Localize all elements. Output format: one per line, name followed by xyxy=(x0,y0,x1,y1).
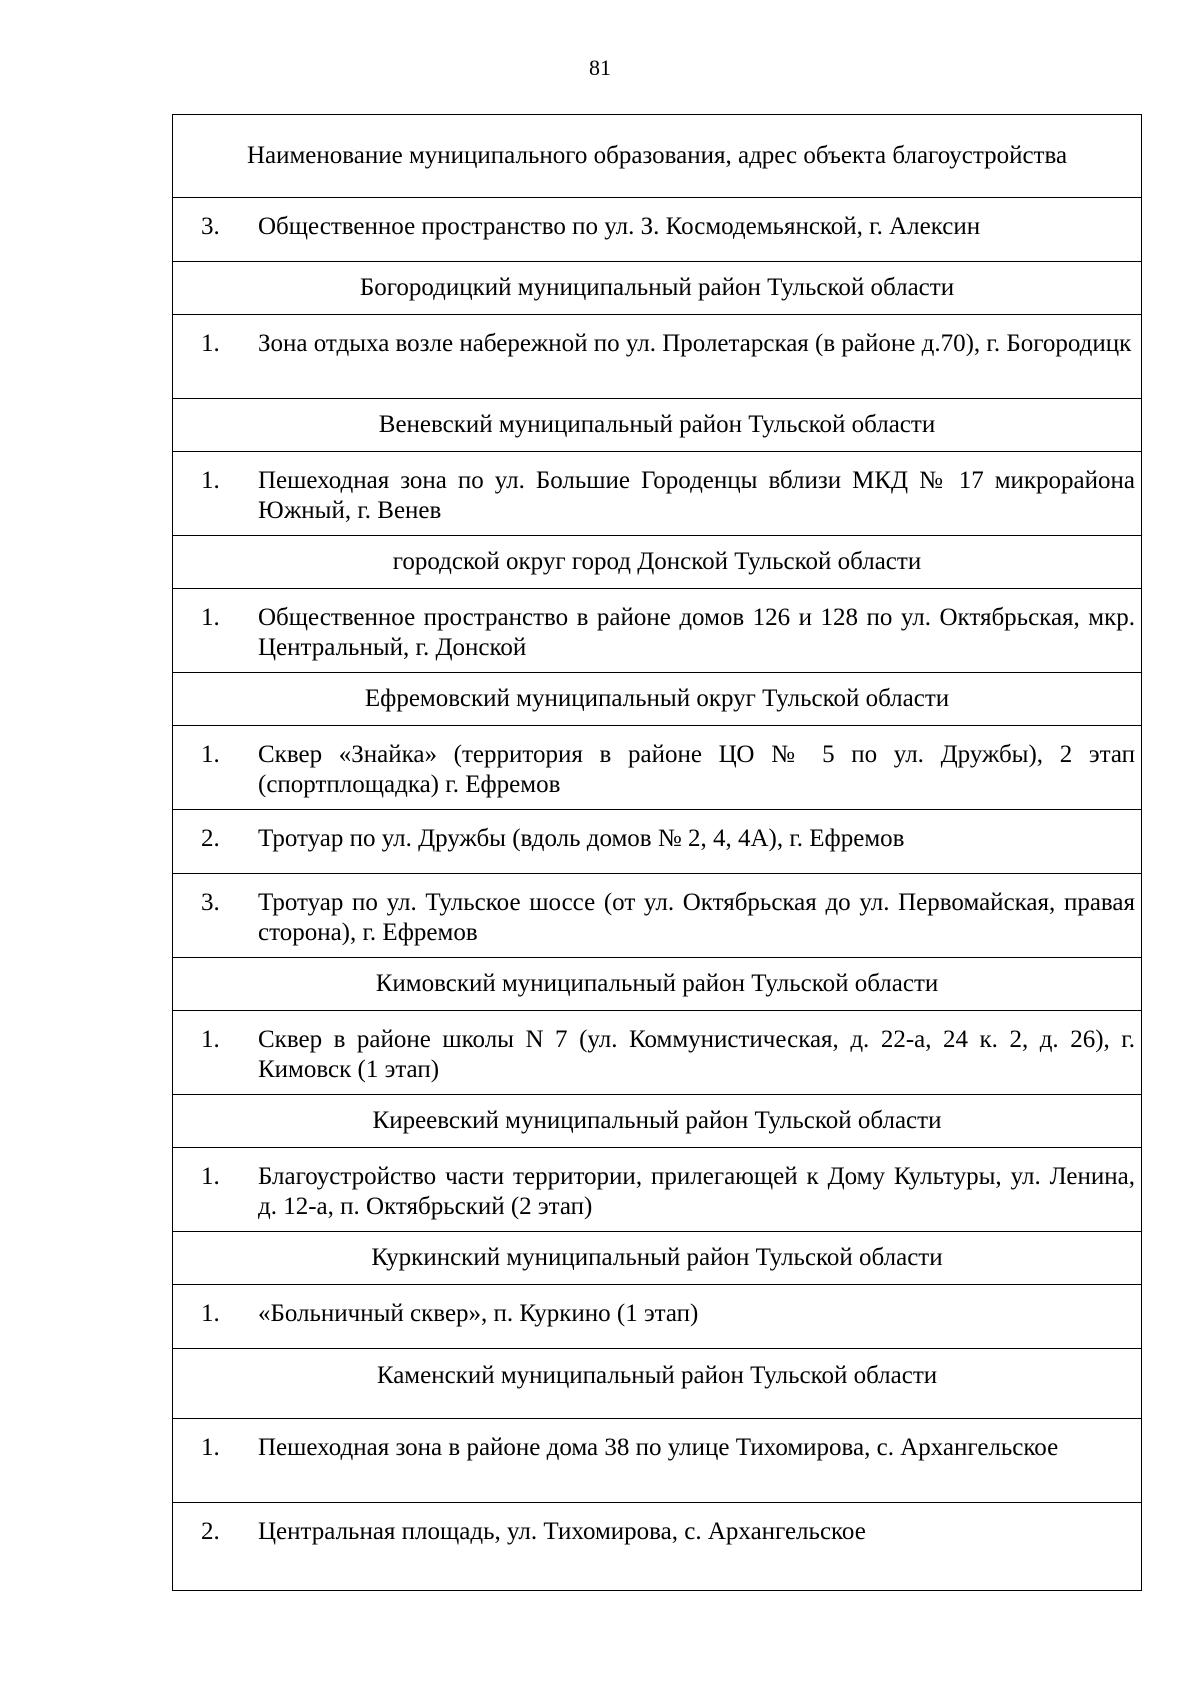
region-row xyxy=(173,536,1142,589)
region-row xyxy=(173,399,1142,452)
item-text: Пешеходная зона по ул. Большие Городенцы вблизи МКД № 17 микрорайона Южный, г. Венев xyxy=(258,467,1135,524)
list-item xyxy=(173,452,1141,535)
item-number: 3. xyxy=(201,213,220,240)
table-row xyxy=(173,589,1142,673)
list-item xyxy=(173,1419,1141,1502)
region-heading: городской округ город Донской Тульской области xyxy=(173,536,1142,589)
region-heading: Веневский муниципальный район Тульской области xyxy=(173,399,1142,452)
region-row xyxy=(173,673,1142,726)
table-row xyxy=(173,1503,1142,1591)
region-row xyxy=(173,1095,1142,1148)
region-heading: Ефремовский муниципальный округ Тульской области xyxy=(173,673,1142,726)
item-text: Пешеходная зона в районе дома 38 по улице Тихомирова, с. Архангельское xyxy=(258,1434,1059,1461)
list-item xyxy=(173,810,1141,873)
region-heading: Кимовский муниципальный район Тульской области xyxy=(173,958,1142,1011)
page-number: 81 xyxy=(589,55,611,80)
table-row xyxy=(173,810,1142,874)
item-number: 1. xyxy=(201,467,220,494)
table-row xyxy=(173,315,1142,399)
list-item xyxy=(173,1285,1141,1348)
item-text: «Больничный сквер», п. Куркино (1 этап) xyxy=(258,1300,699,1327)
item-number: 1. xyxy=(201,1026,220,1053)
table-row xyxy=(173,726,1142,810)
item-text: Благоустройство части территории, прилегающей к Дому Культуры, ул. Ленина, д. 12-а, п. Октябрьский (2 этап) xyxy=(258,1163,1135,1220)
item-number: 1. xyxy=(201,330,220,357)
item-number: 1. xyxy=(201,741,220,768)
list-item xyxy=(173,1011,1141,1094)
item-number: 2. xyxy=(201,1518,220,1545)
region-heading: Каменский муниципальный район Тульской области xyxy=(173,1349,1142,1419)
item-number: 3. xyxy=(201,889,220,916)
region-heading: Куркинский муниципальный район Тульской области xyxy=(173,1232,1142,1285)
table-row xyxy=(173,1419,1142,1503)
region-row xyxy=(173,958,1142,1011)
item-text: Общественное пространство по ул. З. Космодемьянской, г. Алексин xyxy=(258,213,981,240)
region-row xyxy=(173,262,1142,315)
list-item xyxy=(173,315,1141,398)
item-text: Тротуар по ул. Тульское шоссе (от ул. Октябрьская до ул. Первомайская, правая сторона), г. Ефремов xyxy=(258,889,1135,946)
table-row xyxy=(173,1148,1142,1232)
list-item xyxy=(173,1148,1141,1231)
item-number: 1. xyxy=(201,1300,220,1327)
item-number: 1. xyxy=(201,604,220,631)
list-item xyxy=(173,726,1141,809)
table-row xyxy=(173,874,1142,958)
item-text: Центральная площадь, ул. Тихомирова, с. Архангельское xyxy=(258,1518,866,1545)
table-header: Наименование муниципального образования, адрес объекта благоустройства xyxy=(173,115,1142,198)
item-text: Сквер в районе школы N 7 (ул. Коммунистическая, д. 22-а, 24 к. 2, д. 26), г. Кимовск (1 этап) xyxy=(258,1026,1135,1083)
item-number: 2. xyxy=(201,825,220,852)
list-item xyxy=(173,1503,1141,1590)
table-row xyxy=(173,452,1142,536)
table-row xyxy=(173,198,1142,262)
region-heading: Киреевский муниципальный район Тульской области xyxy=(173,1095,1142,1148)
table-row xyxy=(173,1011,1142,1095)
item-text: Сквер «Знайка» (территория в районе ЦО № 5 по ул. Дружбы), 2 этап (спортплощадка) г. Ефремов xyxy=(258,741,1135,798)
item-text: Общественное пространство в районе домов 126 и 128 по ул. Октябрьская, мкр. Центральный, г. Донской xyxy=(258,604,1135,661)
list-item xyxy=(173,589,1141,672)
item-text: Зона отдыха возле набережной по ул. Пролетарская (в районе д.70), г. Богородицк xyxy=(258,330,1132,357)
region-row xyxy=(173,1232,1142,1285)
region-row xyxy=(173,1349,1142,1419)
objects-table xyxy=(172,114,1142,1591)
region-heading: Богородицкий муниципальный район Тульской области xyxy=(173,262,1142,315)
table-row xyxy=(173,1285,1142,1349)
list-item xyxy=(173,874,1141,957)
item-number: 1. xyxy=(201,1163,220,1190)
table-header-row xyxy=(173,115,1142,198)
list-item xyxy=(173,198,1141,261)
item-text: Тротуар по ул. Дружбы (вдоль домов № 2, 4, 4А), г. Ефремов xyxy=(258,825,905,852)
item-number: 1. xyxy=(201,1434,220,1461)
